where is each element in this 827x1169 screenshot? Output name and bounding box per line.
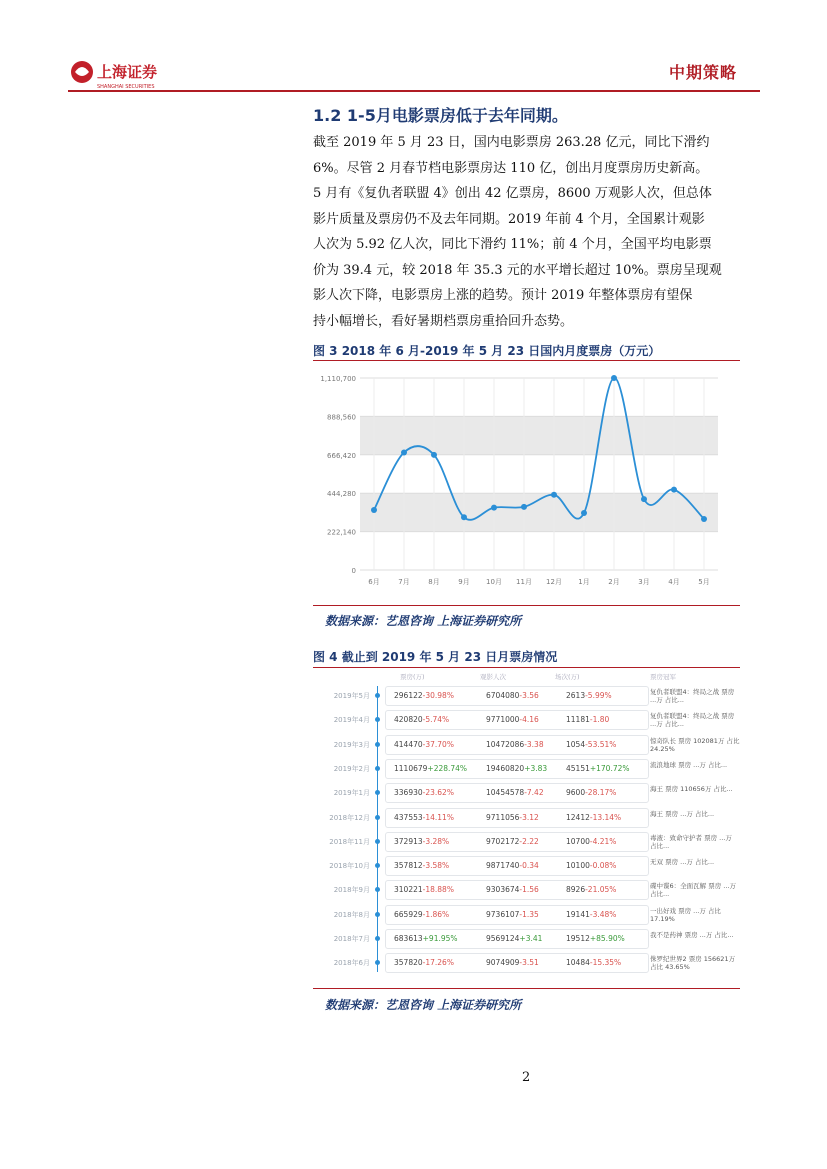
row-card	[385, 686, 649, 706]
table-row	[320, 880, 738, 900]
x-tick-label: 10月	[486, 578, 502, 586]
table-cell	[566, 691, 612, 700]
row-card	[385, 953, 649, 973]
table-cell	[486, 861, 539, 870]
figure4-table	[320, 673, 740, 982]
row-card	[385, 856, 649, 876]
table-cell	[394, 715, 449, 724]
cell-value: 414470	[394, 739, 423, 749]
row-month: 2018年11月	[329, 837, 370, 846]
timeline-dot	[375, 887, 380, 892]
table-column-header: 票房冠军	[650, 673, 676, 681]
cell-change: -7.42	[524, 788, 544, 798]
top-film: 复仇者联盟4：终局之战 票房 ...万 占比...	[650, 712, 735, 729]
data-point	[641, 496, 647, 502]
cell-change: -17.26%	[422, 958, 454, 968]
top-film: 毒液：致命守护者 票房 ...万 占比...	[650, 833, 732, 850]
data-point	[701, 516, 707, 522]
header-rule	[68, 90, 760, 92]
cell-value: 9736107	[486, 909, 520, 919]
cell-change: -0.34	[519, 861, 539, 871]
table-row	[320, 686, 738, 706]
cell-value: 9702172	[486, 836, 520, 846]
table-cell	[566, 837, 616, 846]
top-film: 一出好戏 票房 ...万 占比 17.19%	[650, 906, 721, 923]
table-cell	[486, 691, 539, 700]
cell-value: 1054	[566, 739, 586, 749]
top-film: 碟中谍6：全面瓦解 票房 ...万 占比...	[650, 882, 736, 899]
row-month: 2019年3月	[333, 740, 370, 749]
grid-band	[360, 416, 718, 454]
data-point	[581, 510, 587, 516]
figure4-source: 数据来源：艺恩咨询 上海证券研究所	[325, 998, 522, 1012]
row-month: 2018年8月	[333, 910, 370, 919]
row-card	[385, 783, 649, 803]
cell-change: -3.28%	[422, 836, 450, 846]
cell-change: -3.12	[519, 812, 539, 822]
cell-change: -3.48%	[589, 909, 617, 919]
cell-change: -3.58%	[422, 861, 450, 871]
table-cell	[486, 837, 539, 846]
row-card	[385, 832, 649, 852]
figure4-rule-bottom	[313, 988, 740, 989]
cell-change: -3.38	[524, 739, 544, 749]
x-tick-label: 9月	[458, 578, 470, 586]
table-cell	[486, 788, 544, 797]
table-cell	[394, 813, 454, 822]
table-cell	[566, 788, 616, 797]
row-month: 2019年5月	[333, 692, 370, 700]
cell-change: -1.86%	[422, 909, 450, 919]
cell-change: +170.72%	[589, 763, 630, 773]
table-cell	[566, 885, 616, 894]
table-cell	[486, 910, 539, 919]
cell-change: -37.70%	[422, 739, 454, 749]
cell-value: 357820	[394, 958, 423, 968]
cell-value: 10472086	[486, 739, 525, 749]
row-month: 2019年4月	[333, 716, 370, 725]
cell-value: 8926	[566, 885, 586, 895]
x-tick-label: 5月	[698, 578, 710, 586]
table-cell	[486, 958, 539, 967]
table-cell	[566, 813, 621, 822]
top-film: 侏罗纪世界2 票房 156621万 占比 43.65%	[650, 955, 736, 972]
figure3-source: 数据来源：艺恩咨询 上海证券研究所	[325, 614, 522, 628]
timeline-dot	[375, 912, 380, 917]
cell-value: 19141	[566, 909, 590, 919]
y-tick-label: 666,420	[327, 451, 356, 460]
cell-value: 336930	[394, 788, 423, 798]
y-tick-label: 222,140	[327, 528, 356, 537]
cell-change: +91.95%	[422, 934, 458, 943]
x-tick-label: 2月	[608, 578, 620, 586]
cell-value: 45151	[566, 763, 590, 773]
top-film: 惊奇队长 票房 102081万 占比 24.25%	[650, 736, 740, 753]
table-cell	[394, 691, 454, 700]
data-point	[491, 505, 497, 511]
data-point	[551, 492, 557, 498]
cell-value: 11181	[566, 715, 590, 725]
body-line: 6%。尽管 2 月春节档电影票房达 110 亿，创出月度票房历史新高。	[313, 160, 709, 176]
x-tick-label: 11月	[516, 578, 532, 586]
table-row	[320, 783, 738, 803]
table-cell	[566, 910, 616, 919]
data-point	[401, 449, 407, 455]
top-film: 流浪地球 票房 ...万 占比...	[650, 760, 728, 769]
cell-value: 12412	[566, 812, 590, 822]
cell-value: 665929	[394, 909, 423, 919]
cell-change: -1.35	[519, 909, 539, 919]
figure3-title: 图 3 2018 年 6 月-2019 年 5 月 23 日国内月度票房（万元）	[313, 344, 661, 358]
cell-value: 1110679	[394, 763, 428, 773]
table-cell	[394, 837, 449, 846]
table-column-header: 场次(万)	[555, 673, 580, 681]
timeline-dot	[375, 717, 380, 722]
cell-change: +85.90%	[589, 934, 625, 943]
section-heading: 1.2 1-5月电影票房低于去年同期。	[313, 106, 568, 125]
cell-change: -53.51%	[585, 739, 617, 749]
table-cell	[566, 934, 625, 943]
table-cell	[394, 934, 458, 943]
y-tick-label: 888,560	[327, 413, 356, 422]
cell-value: 6704080	[486, 691, 520, 700]
table-cell	[486, 715, 539, 724]
data-point	[371, 507, 377, 513]
table-cell	[486, 740, 544, 749]
row-month: 2018年10月	[329, 862, 370, 871]
row-month: 2019年2月	[333, 764, 370, 773]
body-line: 截至 2019 年 5 月 23 日，国内电影票房 263.28 亿元，同比下滑约	[313, 135, 710, 150]
timeline-dot	[375, 790, 380, 795]
top-film: 无双 票房 ...万 占比...	[650, 858, 715, 867]
table-row	[320, 832, 738, 852]
table-cell	[486, 764, 547, 773]
figure3-rule-bottom	[313, 605, 740, 606]
top-film: 海王 票房 110656万 占比...	[650, 785, 733, 794]
timeline-dot	[375, 742, 380, 747]
body-line: 影片质量及票房仍不及去年同期。2019 年前 4 个月，全国累计观影	[313, 211, 705, 227]
cell-value: 357812	[394, 861, 423, 871]
y-tick-label: 1,110,700	[320, 375, 356, 383]
cell-value: 683613	[394, 934, 423, 943]
table-column-header: 票房(万)	[400, 673, 425, 681]
row-card	[385, 735, 649, 755]
row-month: 2019年1月	[333, 789, 370, 798]
table-cell	[394, 740, 454, 749]
table-row	[320, 710, 738, 730]
timeline-dot	[375, 815, 380, 820]
x-tick-label: 3月	[638, 578, 650, 586]
cell-change: -28.17%	[585, 788, 617, 798]
table-row	[320, 759, 738, 779]
cell-value: 9771000	[486, 715, 520, 725]
row-month: 2018年9月	[333, 886, 370, 895]
cell-value: 310221	[394, 885, 423, 895]
table-cell	[566, 740, 616, 749]
x-tick-label: 1月	[578, 578, 590, 586]
table-cell	[566, 958, 621, 967]
cell-value: 2613	[566, 691, 586, 700]
cell-change: -5.74%	[422, 715, 450, 725]
table-column-header: 观影人次	[480, 673, 506, 681]
row-month: 2018年12月	[329, 813, 370, 822]
cell-value: 10454578	[486, 788, 525, 798]
table-cell	[486, 813, 539, 822]
cell-change: -14.11%	[422, 812, 454, 822]
data-point	[671, 487, 677, 493]
cell-value: 10700	[566, 836, 590, 846]
cell-value: 19460820	[486, 763, 525, 773]
data-point	[461, 514, 467, 520]
top-film: 复仇者联盟4：终局之战 票房 ...万 占比...	[650, 688, 735, 704]
header-title: 中期策略	[668, 63, 737, 82]
cell-change: -23.62%	[422, 788, 454, 798]
cell-value: 9303674	[486, 885, 520, 895]
cell-value: 10100	[566, 861, 590, 871]
x-tick-label: 12月	[546, 578, 562, 586]
cell-value: 9074909	[486, 958, 520, 968]
row-card	[385, 929, 649, 949]
row-card	[385, 759, 649, 779]
cell-change: -30.98%	[422, 691, 454, 700]
cell-change: -13.14%	[589, 812, 622, 822]
row-card	[385, 905, 649, 925]
cell-change: +3.41	[519, 934, 543, 943]
cell-change: -4.16	[519, 715, 539, 725]
row-card	[385, 710, 649, 730]
body-line: 持小幅增长，看好暑期档票房重拾回升态势。	[313, 313, 574, 329]
table-cell	[566, 764, 630, 773]
table-cell	[566, 861, 616, 870]
cell-change: -3.51	[519, 958, 539, 968]
logo-subtext: SHANGHAI SECURITIES	[97, 84, 155, 90]
body-line: 5 月有《复仇者联盟 4》创出 42 亿票房，8600 万观影人次，但总体	[313, 186, 712, 201]
table-row	[320, 735, 738, 755]
body-line: 价为 39.4 元，较 2018 年 35.3 元的水平增长超过 10%。票房呈现观	[313, 262, 722, 278]
cell-value: 296122	[394, 691, 423, 700]
body-line: 人次为 5.92 亿人次，同比下滑约 11%；前 4 个月，全国平均电影票	[313, 237, 712, 252]
table-row	[320, 808, 738, 828]
figure3-rule-top	[313, 360, 740, 361]
table-row	[320, 856, 738, 876]
cell-change: -21.05%	[585, 885, 617, 895]
y-tick-label: 444,280	[327, 490, 356, 499]
cell-change: -1.56	[519, 885, 539, 895]
timeline-dot	[375, 936, 380, 941]
figure4-title: 图 4 截止到 2019 年 5 月 23 日月票房情况	[313, 650, 558, 664]
table-row	[320, 905, 738, 925]
x-tick-label: 7月	[398, 578, 410, 586]
body-paragraph	[313, 130, 743, 334]
timeline-dot	[375, 693, 380, 698]
table-cell	[566, 715, 609, 724]
cell-value: 9600	[566, 788, 586, 798]
table-row	[320, 953, 738, 973]
top-film: 海王 票房 ...万 占比...	[650, 809, 715, 818]
row-card	[385, 880, 649, 900]
data-point	[521, 504, 527, 510]
logo-text: 上海证券	[97, 63, 158, 81]
figure4-rule-top	[313, 667, 740, 668]
timeline-dot	[375, 766, 380, 771]
row-month: 2018年7月	[333, 935, 370, 943]
cell-value: 9871740	[486, 861, 520, 871]
cell-change: -5.99%	[585, 691, 612, 700]
row-card	[385, 808, 649, 828]
x-tick-label: 8月	[428, 578, 440, 586]
table-cell	[394, 910, 449, 919]
body-line: 影人次下降，电影票房上涨的趋势。预计 2019 年整体票房有望保	[313, 288, 693, 303]
cell-value: 372913	[394, 836, 423, 846]
cell-change: -3.56	[519, 691, 539, 700]
data-point	[611, 375, 617, 381]
figure3-chart	[316, 364, 736, 600]
cell-value: 10484	[566, 958, 590, 968]
row-month: 2018年6月	[333, 959, 370, 968]
table-cell	[394, 958, 454, 967]
x-tick-label: 6月	[368, 578, 380, 586]
table-cell	[394, 764, 467, 773]
cell-change: +3.83	[524, 763, 548, 773]
cell-value: 420820	[394, 715, 423, 725]
cell-change: -4.21%	[589, 836, 617, 846]
cell-value: 9569124	[486, 934, 520, 943]
table-row	[320, 929, 738, 949]
top-film: 我不是药神 票房 ...万 占比...	[650, 931, 734, 939]
cell-change: -18.88%	[422, 885, 454, 895]
data-point	[431, 452, 437, 458]
cell-change: -1.80	[589, 715, 610, 725]
y-tick-label: 0	[351, 567, 356, 575]
table-cell	[394, 885, 454, 894]
table-cell	[486, 934, 542, 943]
table-cell	[486, 885, 539, 894]
cell-change: -0.08%	[589, 861, 617, 871]
cell-value: 19512	[566, 934, 590, 943]
cell-change: -15.35%	[589, 958, 622, 968]
table-cell	[394, 788, 454, 797]
timeline-dot	[375, 839, 380, 844]
timeline-dot	[375, 960, 380, 965]
table-cell	[394, 861, 449, 870]
cell-value: 9711056	[486, 812, 520, 822]
x-tick-label: 4月	[668, 578, 680, 586]
cell-change: -2.22	[519, 836, 539, 846]
timeline-dot	[375, 863, 380, 868]
cell-change: +228.74%	[427, 763, 468, 773]
cell-value: 437553	[394, 812, 423, 822]
page-number: 2	[522, 1070, 531, 1085]
